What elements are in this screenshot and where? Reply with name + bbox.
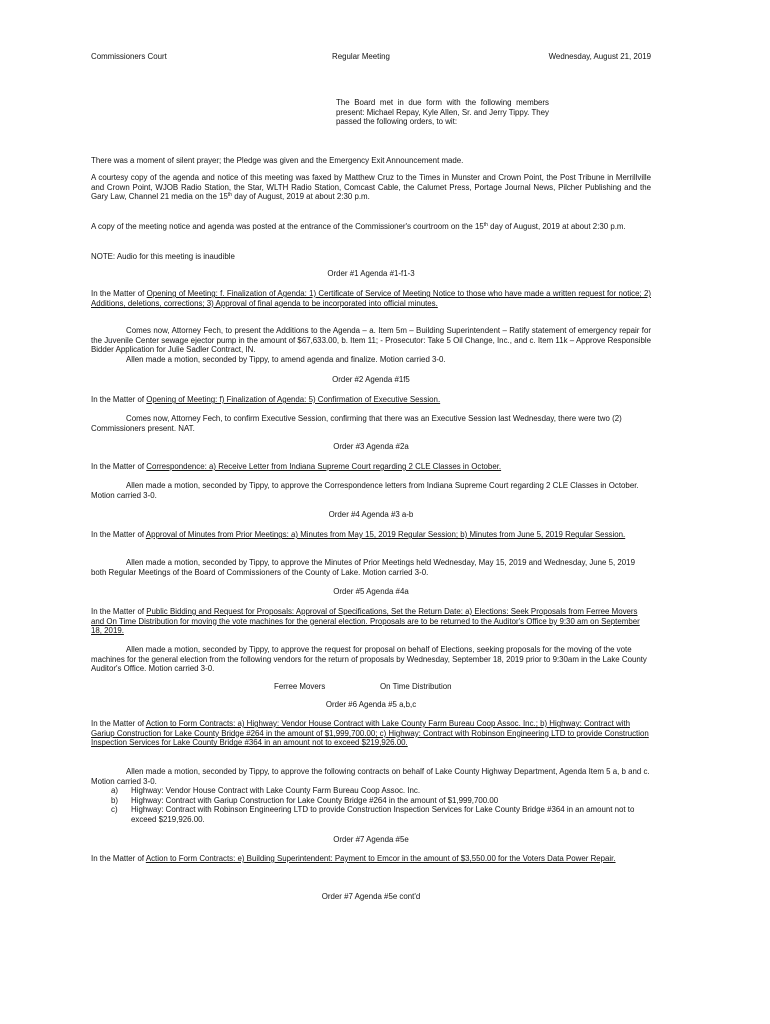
order-title: Order #3 Agenda #2a — [333, 442, 409, 451]
order-body: Comes now, Attorney Fech, to present the Additions to the Agenda – a. Item 5m – Building Superintendent – Ratify statement of emergency repair for the Juvenile Center sewage ejector pump in the amount of $67,633.00, b. Item 11; - Prosecutor: Take 5 Oil Change, Inc., and c. Item 11k – Approve Responsible Bidder Application for Julie Sadler Contract, IN. — [91, 326, 651, 355]
prayer-paragraph: There was a moment of silent prayer; the Pledge was given and the Emergency Exit Announcement made. — [91, 156, 464, 165]
order-matter: In the Matter of Opening of Meeting: f. Finalization of Agenda: 1) Certificate of Service of Meeting Notice to those who have made a written request for notice; 2) Additions, deletions, corrections; 3) Approval of final agenda to be incorporated into official minutes. — [91, 289, 651, 308]
order-title: Order #1 Agenda #1-f1-3 — [327, 269, 415, 278]
vendor-name: On Time Distribution — [380, 682, 452, 691]
order-title: Order #7 Agenda #5e cont'd — [321, 892, 421, 901]
order-matter: In the Matter of Action to Form Contracts: a) Highway: Vendor House Contract with Lake County Farm Bureau Coop Assoc. Inc.; b) Highway: Contract with Gariup Construction for Lake County Bridge #264 in the amount of $1,999,700.00; c) Highway: Contract with Robinson Engineering LTD to provide Construction Inspection Services for Lake County Bridge #364 in an amount not to exceed $219,926.00. — [91, 719, 649, 748]
order-matter: In the Matter of Action to Form Contracts: e) Building Superintendent: Payment to Emcor in the amount of $3,550.00 for the Voters Data Power Repair. — [91, 854, 616, 863]
list-item: b) Highway: Contract with Gariup Construction for Lake County Bridge #264 in the amount of $1,999,700.00 — [111, 795, 499, 805]
order-title: Order #5 Agenda #4a — [333, 587, 409, 596]
order-title: Order #7 Agenda #5e — [333, 835, 409, 844]
order-body: Allen made a motion, seconded by Tippy, to approve the following contracts on behalf of Lake County Highway Department, Agenda Item 5 a, b and c. Motion carried 3-0. — [91, 767, 650, 786]
order-matter: In the Matter of Opening of Meeting: f) Finalization of Agenda: 5) Confirmation of Executive Session. — [91, 395, 441, 404]
posted-paragraph: A copy of the meeting notice and agenda was posted at the entrance of the Commissioner's courtroom on the 15th day of August, 2019 at about 2:30 p.m. — [91, 222, 626, 231]
header-court: Commissioners Court — [91, 52, 167, 61]
list-item: a) Highway: Vendor House Contract with Lake County Farm Bureau Coop Assoc. Inc. — [111, 786, 421, 795]
order-body: Allen made a motion, seconded by Tippy, to approve the request for proposal on behalf of Elections, seeking proposals for the moving of the vote machines for the general election from the following vendors for the return of proposals by Wednesday, September 18, 2019 prior to 9:30am in the Lake County Auditor's Office. Motion carried 3-0. — [91, 645, 647, 674]
contract-list — [111, 786, 651, 824]
courtesy-paragraph: A courtesy copy of the agenda and notice of this meeting was faxed by Matthew Cruz to the Times in Munster and Crown Point, the Post Tribune in Merrillville and Crown Point, WJOB Radio Station, the Star, WLTH Radio Station, Comcast Cable, the Calumet Press, Portage Journal News, Pilcher Publishing and the Gary Law, Channel 21 media on the 15th day of August, 2019 at about 2:30 p.m. — [91, 173, 651, 202]
order-body: Allen made a motion, seconded by Tippy, to approve the Correspondence letters from Indiana Supreme Court regarding 2 CLE Classes in October. Motion carried 3-0. — [91, 481, 639, 500]
intro-block: The Board met in due form with the following members present: Michael Repay, Kyle Allen, Sr. and Jerry Tippy. They passed the following orders, to wit: — [336, 98, 549, 127]
order-matter: In the Matter of Approval of Minutes from Prior Meetings: a) Minutes from May 15, 2019 Regular Session; b) Minutes from June 5, 2019 Regular Session. — [91, 530, 626, 539]
order-body: Allen made a motion, seconded by Tippy, to approve the Minutes of Prior Meetings held Wednesday, May 15, 2019 and Wednesday, June 5, 2019 both Regular Meetings of the Board of Commissioners of the County of Lake. Motion carried 3-0. — [91, 558, 635, 577]
header-meeting-type: Regular Meeting — [332, 52, 390, 61]
order-title: Order #4 Agenda #3 a-b — [328, 510, 414, 519]
header-date: Wednesday, August 21, 2019 — [548, 52, 651, 61]
note-paragraph: NOTE: Audio for this meeting is inaudible — [91, 252, 235, 261]
order-matter: In the Matter of Correspondence: a) Receive Letter from Indiana Supreme Court regarding 2 CLE Classes in October. — [91, 462, 502, 471]
list-item: c) Highway: Contract with Robinson Engineering LTD to provide Construction Inspection Services for Lake County Bridge #364 in an amount not to exceed $219,926.00. — [111, 805, 635, 824]
order-motion: Allen made a motion, seconded by Tippy, to amend agenda and finalize. Motion carried 3-0. — [126, 355, 446, 364]
vendor-name: Ferree Movers — [274, 682, 326, 691]
order-matter: In the Matter of Public Bidding and Request for Proposals: Approval of Specifications, Set the Return Date: a) Elections: Seek Proposals from Ferree Movers and On Time Distribution for moving the vote machines for the general election. Proposals are to be returned to the Auditor's Office by 9:30 am on September 18, 2019. — [91, 607, 640, 636]
order-title: Order #6 Agenda #5 a,b,c — [325, 700, 417, 709]
order-body: Comes now, Attorney Fech, to confirm Executive Session, confirming that there was an Executive Session last Wednesday, there were two (2) Commissioners present. NAT. — [91, 414, 622, 433]
order-title: Order #2 Agenda #1f5 — [332, 375, 410, 384]
